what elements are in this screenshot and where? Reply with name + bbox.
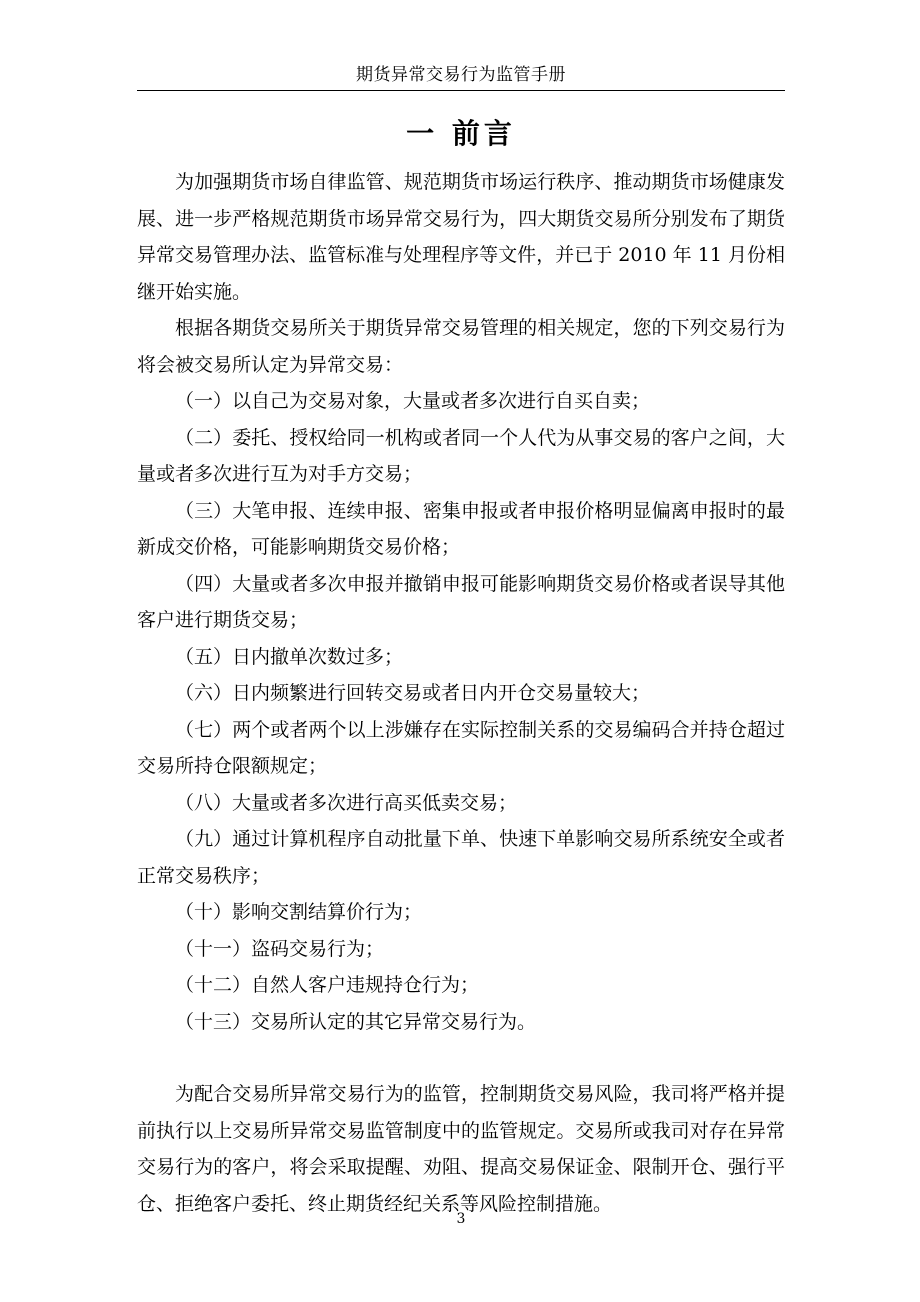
list-item: （十）影响交割结算价行为； <box>175 901 423 923</box>
list-item: （七）两个或者两个以上涉嫌存在实际控制关系的交易编码合并持仓超过交易所持仓限额规定； <box>137 718 785 777</box>
lead-paragraph: 根据各期货交易所关于期货异常交易管理的相关规定，您的下列交易行为将会被交易所认定为异常交易： <box>137 317 785 376</box>
list-item: （一）以自己为交易对象，大量或者多次进行自买自卖； <box>175 390 651 412</box>
section-title: 一 前言 <box>406 117 516 150</box>
list-item: （五）日内撤单次数过多； <box>175 645 404 668</box>
running-header: 期货异常交易行为监管手册 <box>356 65 566 85</box>
page-number: 3 <box>456 1211 466 1227</box>
list-item: （十一）盗码交易行为； <box>175 937 385 960</box>
list-item: （三）大笔申报、连续申报、密集申报或者申报价格明显偏离申报时的最新成交价格，可能影响期货交易价格； <box>137 499 785 558</box>
list-item: （二）委托、授权给同一机构或者同一个人代为从事交易的客户之间，大量或者多次进行互为对手方交易； <box>137 426 785 485</box>
header-rule <box>137 90 785 91</box>
list-item: （十二）自然人客户违规持仓行为； <box>175 974 480 996</box>
list-item: （八）大量或者多次进行高买低卖交易； <box>175 791 518 814</box>
list-item: （十三）交易所认定的其它异常交易行为。 <box>175 1010 537 1033</box>
body-text <box>137 164 785 1222</box>
closing-paragraph: 为配合交易所异常交易行为的监管，控制期货交易风险，我司将严格并提前执行以上交易所异常交易监管制度中的监管规定。交易所或我司对存在异常交易行为的客户，将会采取提醒、劝阻、提高交易保证金、限制开仓、强行平仓、拒绝客户委托、终止期货经纪关系等风险控制措施。 <box>137 1083 785 1215</box>
list-item: （六）日内频繁进行回转交易或者日内开仓交易量较大； <box>175 682 651 704</box>
list-item: （九）通过计算机程序自动批量下单、快速下单影响交易所系统安全或者正常交易秩序； <box>137 828 785 887</box>
intro-paragraph: 为加强期货市场自律监管、规范期货市场运行秩序、推动期货市场健康发展、进一步严格规范期货市场异常交易行为，四大期货交易所分别发布了期货异常交易管理办法、监管标准与处理程序等文件，并已于 2010 年 11 月份相继开始实施。 <box>137 171 785 303</box>
list-item: （四）大量或者多次申报并撤销申报可能影响期货交易价格或者误导其他客户进行期货交易； <box>137 572 785 631</box>
